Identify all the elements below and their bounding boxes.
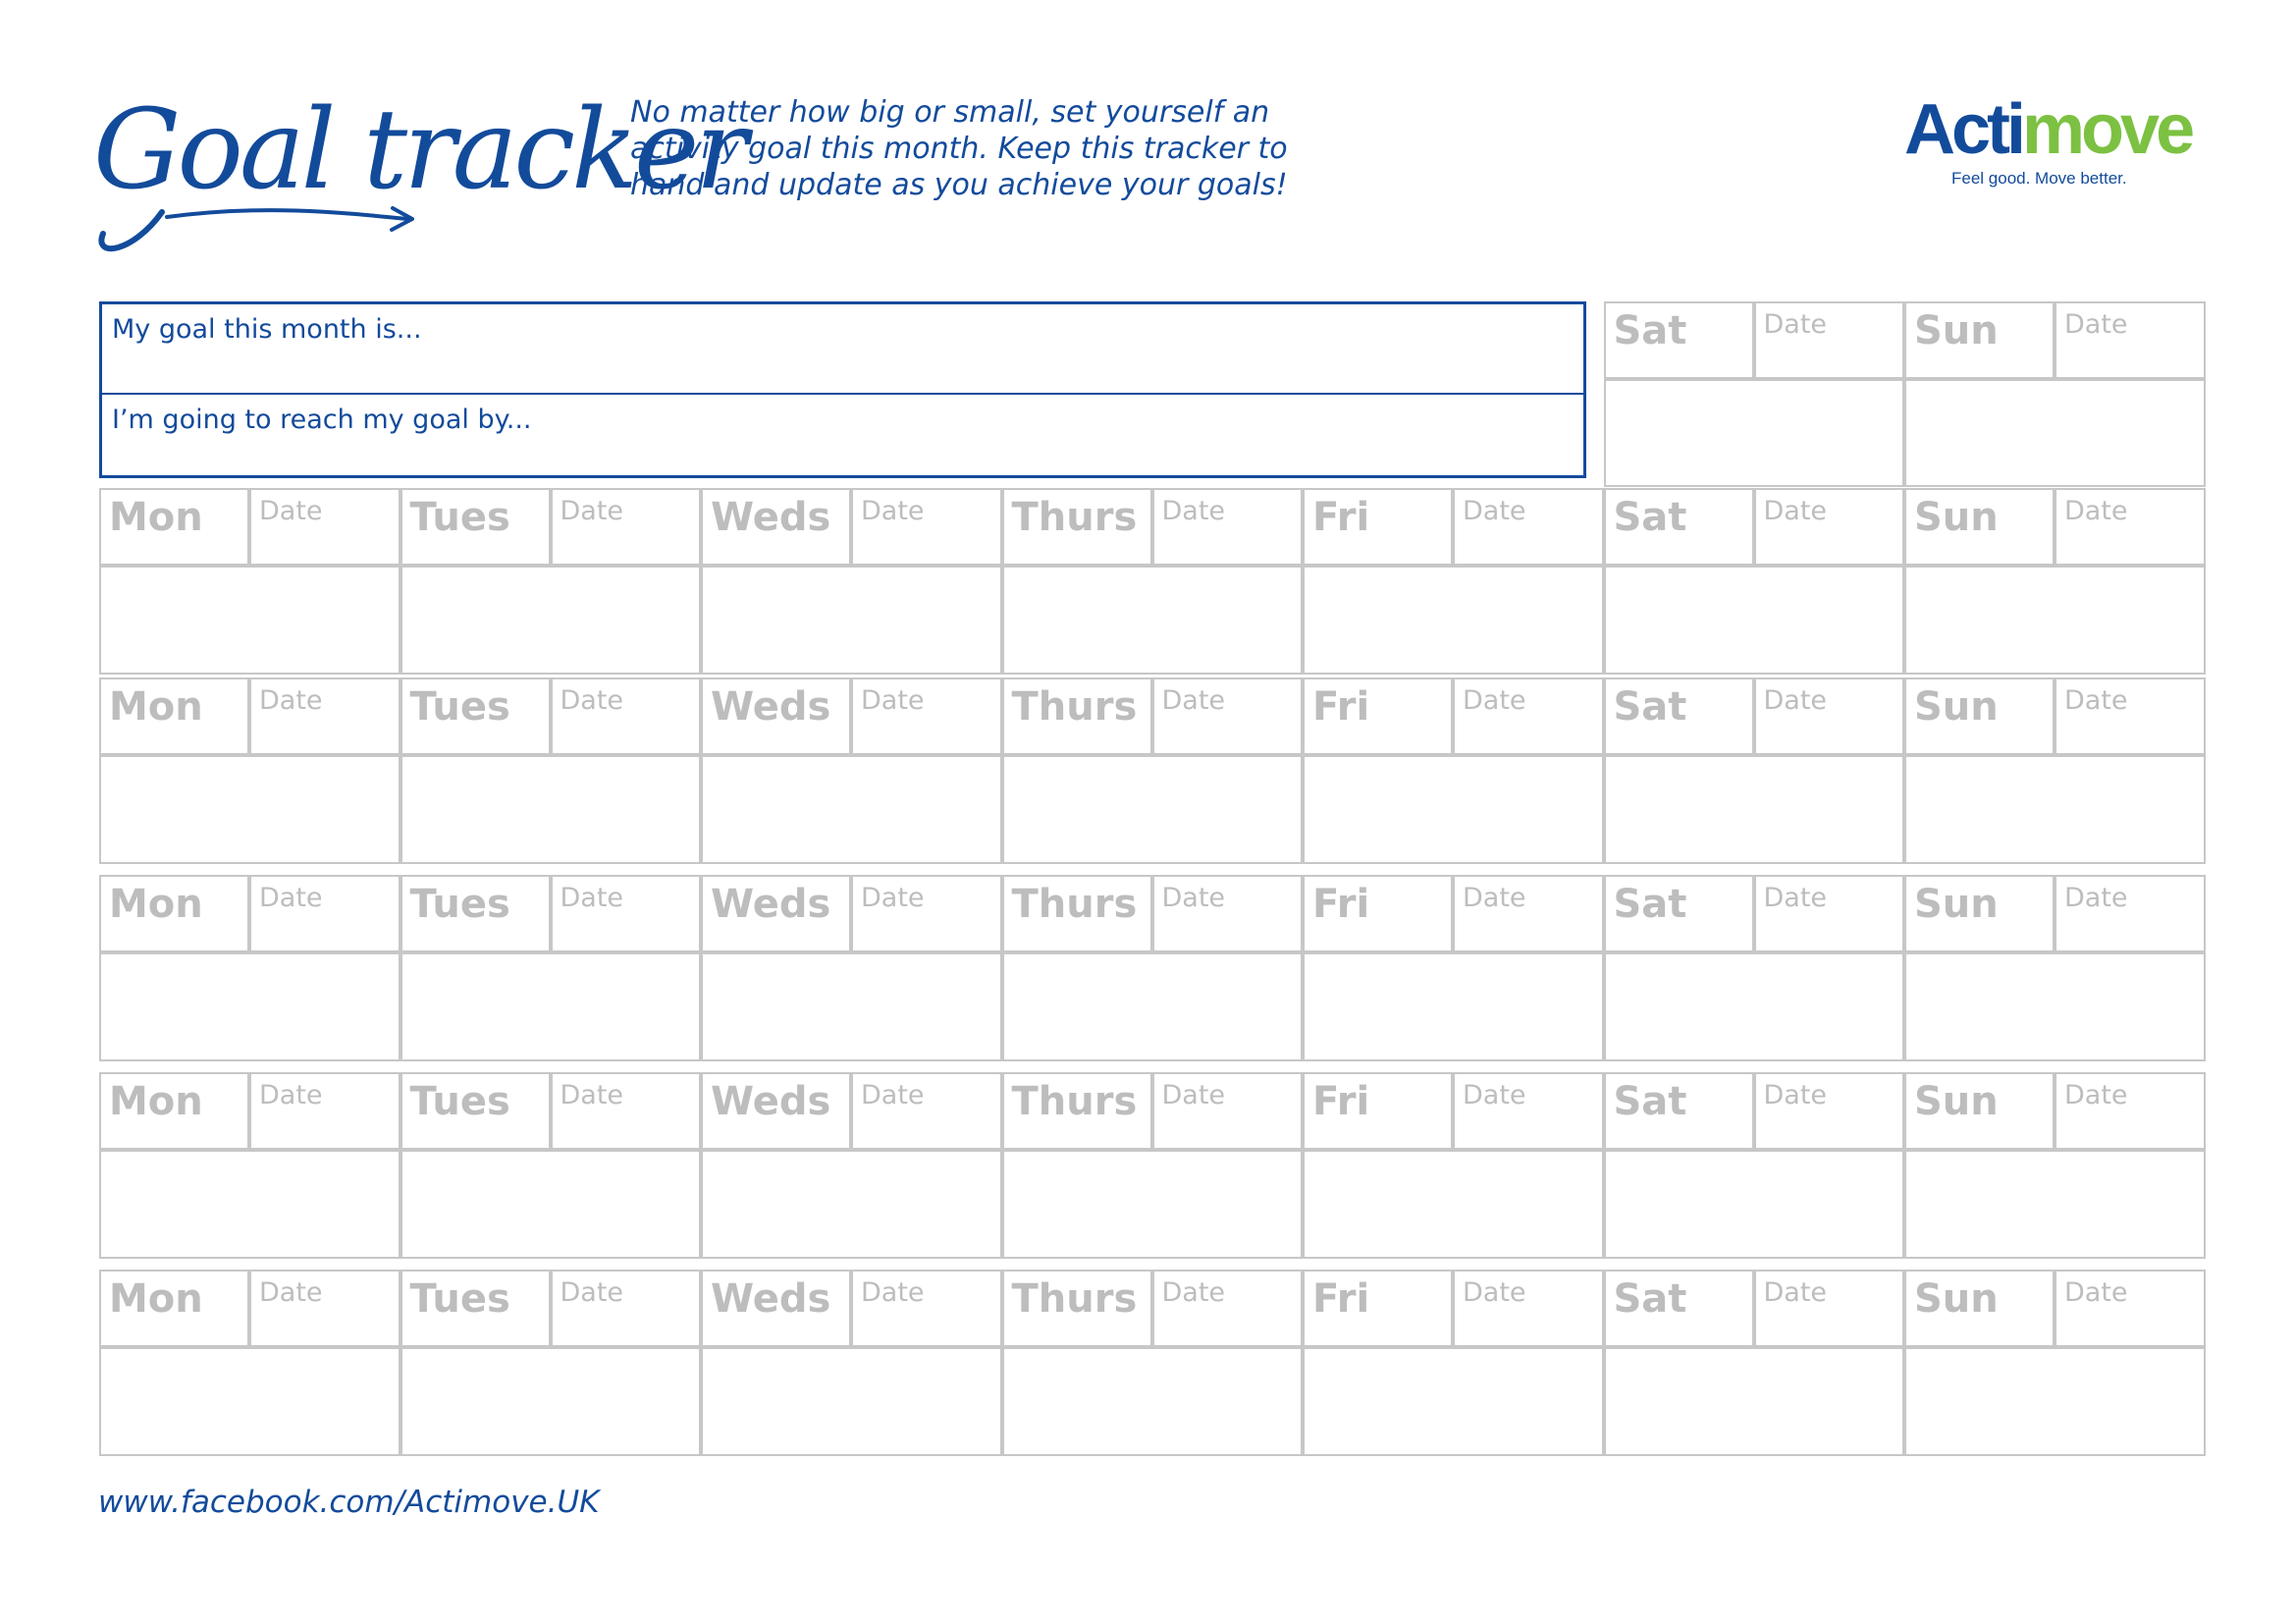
day-label: Sun [1914, 495, 1999, 540]
date-label: Date [1763, 1277, 1828, 1308]
date-label: Date [2064, 1080, 2128, 1110]
date-label: Date [560, 685, 624, 716]
week3-mon-day-cell[interactable] [99, 875, 249, 952]
week4-mon-entry-cell[interactable] [99, 1150, 400, 1259]
day-label: Sat [1613, 882, 1687, 927]
date-label: Date [560, 1080, 624, 1110]
week2-sat-date-cell[interactable] [1754, 677, 1905, 755]
week4-mon-day-cell[interactable] [99, 1072, 249, 1150]
week2-fri-day-cell[interactable] [1303, 677, 1453, 755]
week4-fri-day-cell[interactable] [1303, 1072, 1453, 1150]
reach-goal-by-label: I’m going to reach my goal by... [112, 405, 532, 435]
week5-sun-date-cell[interactable] [2055, 1270, 2206, 1347]
date-label: Date [1161, 685, 1226, 716]
week1-fri-date-cell[interactable] [1453, 488, 1604, 566]
date-label: Date [1161, 1080, 1226, 1110]
day-label: Fri [1312, 684, 1370, 730]
day-label: Weds [711, 1276, 831, 1322]
week4-sun-day-cell[interactable] [1904, 1072, 2055, 1150]
week1-tues-date-cell[interactable] [551, 488, 702, 566]
week3-weds-entry-cell[interactable] [701, 952, 1002, 1061]
week2-sun-entry-cell[interactable] [1904, 755, 2206, 864]
week1-mon-entry-cell[interactable] [99, 566, 400, 675]
top-sun-entry-cell[interactable] [1904, 379, 2206, 487]
date-label: Date [259, 1277, 323, 1308]
week1-tues-entry-cell[interactable] [400, 566, 702, 675]
week5-mon-date-cell[interactable] [249, 1270, 400, 1347]
date-label: Date [2064, 496, 2128, 526]
week1-weds-entry-cell[interactable] [701, 566, 1002, 675]
day-label: Fri [1312, 1276, 1370, 1322]
week2-tues-entry-cell[interactable] [400, 755, 702, 864]
week1-mon-date-cell[interactable] [249, 488, 400, 566]
day-label: Tues [409, 684, 510, 730]
week2-fri-date-cell[interactable] [1453, 677, 1604, 755]
week4-sat-entry-cell[interactable] [1604, 1150, 1905, 1259]
week5-thurs-day-cell[interactable] [1002, 1270, 1152, 1347]
week3-weds-date-cell[interactable] [851, 875, 1002, 952]
week2-weds-entry-cell[interactable] [701, 755, 1002, 864]
day-label: Mon [109, 1079, 203, 1124]
week5-weds-entry-cell[interactable] [701, 1347, 1002, 1456]
week3-mon-entry-cell[interactable] [99, 952, 400, 1061]
day-label: Weds [711, 495, 831, 540]
week3-sun-date-cell[interactable] [2055, 875, 2206, 952]
week3-thurs-entry-cell[interactable] [1002, 952, 1304, 1061]
date-label: Date [1161, 883, 1226, 913]
week3-sun-day-cell[interactable] [1904, 875, 2055, 952]
week5-tues-date-cell[interactable] [551, 1270, 702, 1347]
day-label: Tues [409, 1276, 510, 1322]
date-label: Date [259, 685, 323, 716]
week4-fri-date-cell[interactable] [1453, 1072, 1604, 1150]
week4-thurs-entry-cell[interactable] [1002, 1150, 1304, 1259]
day-label: Thurs [1011, 1079, 1138, 1124]
week4-sat-day-cell[interactable] [1604, 1072, 1754, 1150]
date-label: Date [861, 1080, 925, 1110]
day-label: Sun [1914, 1276, 1999, 1322]
date-label: Date [1161, 496, 1226, 526]
week3-sat-date-cell[interactable] [1754, 875, 1905, 952]
week3-tues-day-cell[interactable] [400, 875, 551, 952]
date-label: Date [2064, 685, 2128, 716]
date-label: Date [259, 1080, 323, 1110]
week1-tues-day-cell[interactable] [400, 488, 551, 566]
day-label: Fri [1312, 495, 1370, 540]
week5-sat-date-cell[interactable] [1754, 1270, 1905, 1347]
day-label: Tues [409, 882, 510, 927]
date-label: Date [1763, 496, 1828, 526]
week5-weds-day-cell[interactable] [701, 1270, 851, 1347]
week1-fri-day-cell[interactable] [1303, 488, 1453, 566]
date-label: Date [861, 685, 925, 716]
week2-sat-entry-cell[interactable] [1604, 755, 1905, 864]
top-sun-day-cell[interactable] [1904, 301, 2055, 379]
week5-fri-entry-cell[interactable] [1303, 1347, 1604, 1456]
top-sat-entry-cell[interactable] [1604, 379, 1905, 487]
day-label: Sun [1914, 1079, 1999, 1124]
date-label: Date [1463, 685, 1526, 716]
week4-tues-date-cell[interactable] [551, 1072, 702, 1150]
top-sun-date-cell[interactable] [2055, 301, 2206, 379]
week2-thurs-entry-cell[interactable] [1002, 755, 1304, 864]
day-label: Fri [1312, 882, 1370, 927]
week2-tues-day-cell[interactable] [400, 677, 551, 755]
date-label: Date [1763, 309, 1828, 340]
top-sat-date-cell[interactable] [1754, 301, 1905, 379]
week5-sat-entry-cell[interactable] [1604, 1347, 1905, 1456]
week4-mon-date-cell[interactable] [249, 1072, 400, 1150]
week1-sat-date-cell[interactable] [1754, 488, 1905, 566]
week2-weds-day-cell[interactable] [701, 677, 851, 755]
day-label: Sat [1613, 1276, 1687, 1322]
day-label: Weds [711, 882, 831, 927]
week1-thurs-day-cell[interactable] [1002, 488, 1152, 566]
week2-mon-date-cell[interactable] [249, 677, 400, 755]
week1-fri-entry-cell[interactable] [1303, 566, 1604, 675]
day-label: Weds [711, 684, 831, 730]
week1-mon-day-cell[interactable] [99, 488, 249, 566]
week2-fri-entry-cell[interactable] [1303, 755, 1604, 864]
week4-fri-entry-cell[interactable] [1303, 1150, 1604, 1259]
week1-sun-date-cell[interactable] [2055, 488, 2206, 566]
date-label: Date [259, 496, 323, 526]
week3-weds-day-cell[interactable] [701, 875, 851, 952]
week2-weds-date-cell[interactable] [851, 677, 1002, 755]
week3-mon-date-cell[interactable] [249, 875, 400, 952]
date-label: Date [560, 883, 624, 913]
intro-line: hand and update as you achieve your goals! [630, 168, 1288, 202]
week1-thurs-entry-cell[interactable] [1002, 566, 1304, 675]
week4-tues-entry-cell[interactable] [400, 1150, 702, 1259]
week2-thurs-day-cell[interactable] [1002, 677, 1152, 755]
week5-sun-entry-cell[interactable] [1904, 1347, 2206, 1456]
footer-url: www.facebook.com/Actimove.UK [98, 1485, 600, 1520]
week1-sat-day-cell[interactable] [1604, 488, 1754, 566]
week1-sun-day-cell[interactable] [1904, 488, 2055, 566]
week3-thurs-day-cell[interactable] [1002, 875, 1152, 952]
week5-fri-day-cell[interactable] [1303, 1270, 1453, 1347]
day-label: Tues [409, 1079, 510, 1124]
week2-sun-date-cell[interactable] [2055, 677, 2206, 755]
week3-fri-date-cell[interactable] [1453, 875, 1604, 952]
week4-weds-day-cell[interactable] [701, 1072, 851, 1150]
week5-tues-entry-cell[interactable] [400, 1347, 702, 1456]
week5-tues-day-cell[interactable] [400, 1270, 551, 1347]
intro-line: activity goal this month. Keep this tracker to [630, 132, 1288, 166]
day-label: Weds [711, 1079, 831, 1124]
week3-sun-entry-cell[interactable] [1904, 952, 2206, 1061]
date-label: Date [1463, 496, 1526, 526]
day-label: Sun [1914, 882, 1999, 927]
week2-sun-day-cell[interactable] [1904, 677, 2055, 755]
week5-sat-day-cell[interactable] [1604, 1270, 1754, 1347]
week4-thurs-date-cell[interactable] [1152, 1072, 1304, 1150]
day-label: Thurs [1011, 882, 1138, 927]
date-label: Date [1463, 883, 1526, 913]
week4-weds-entry-cell[interactable] [701, 1150, 1002, 1259]
date-label: Date [1161, 1277, 1226, 1308]
date-label: Date [560, 1277, 624, 1308]
week1-thurs-date-cell[interactable] [1152, 488, 1304, 566]
week4-sun-date-cell[interactable] [2055, 1072, 2206, 1150]
week3-tues-date-cell[interactable] [551, 875, 702, 952]
page-title: Goal tracker [93, 86, 744, 214]
logo-tagline: Feel good. Move better. [1951, 169, 2127, 188]
week3-fri-day-cell[interactable] [1303, 875, 1453, 952]
day-label: Sat [1613, 684, 1687, 730]
week5-thurs-entry-cell[interactable] [1002, 1347, 1304, 1456]
day-label: Thurs [1011, 684, 1138, 730]
week4-sat-date-cell[interactable] [1754, 1072, 1905, 1150]
date-label: Date [861, 496, 925, 526]
day-label: Mon [109, 495, 203, 540]
week1-sun-entry-cell[interactable] [1904, 566, 2206, 675]
week5-fri-date-cell[interactable] [1453, 1270, 1604, 1347]
date-label: Date [560, 496, 624, 526]
date-label: Date [861, 883, 925, 913]
week4-weds-date-cell[interactable] [851, 1072, 1002, 1150]
goal-this-month-label: My goal this month is... [112, 314, 422, 345]
day-label: Sat [1613, 495, 1687, 540]
day-label: Thurs [1011, 1276, 1138, 1322]
top-sat-day-cell[interactable] [1604, 301, 1754, 379]
date-label: Date [1463, 1080, 1526, 1110]
week4-thurs-day-cell[interactable] [1002, 1072, 1152, 1150]
date-label: Date [2064, 1277, 2128, 1308]
day-label: Mon [109, 684, 203, 730]
week2-thurs-date-cell[interactable] [1152, 677, 1304, 755]
date-label: Date [1463, 1277, 1526, 1308]
date-label: Date [1763, 1080, 1828, 1110]
day-label: Sun [1914, 684, 1999, 730]
week3-fri-entry-cell[interactable] [1303, 952, 1604, 1061]
week2-mon-day-cell[interactable] [99, 677, 249, 755]
day-label: Sat [1613, 308, 1687, 353]
week2-mon-entry-cell[interactable] [99, 755, 400, 864]
week5-sun-day-cell[interactable] [1904, 1270, 2055, 1347]
week5-mon-day-cell[interactable] [99, 1270, 249, 1347]
day-label: Sat [1613, 1079, 1687, 1124]
week5-weds-date-cell[interactable] [851, 1270, 1002, 1347]
date-label: Date [1763, 685, 1828, 716]
week3-sat-entry-cell[interactable] [1604, 952, 1905, 1061]
date-label: Date [259, 883, 323, 913]
week3-thurs-date-cell[interactable] [1152, 875, 1304, 952]
day-label: Tues [409, 495, 510, 540]
week4-tues-day-cell[interactable] [400, 1072, 551, 1150]
week1-weds-day-cell[interactable] [701, 488, 851, 566]
date-label: Date [861, 1277, 925, 1308]
day-label: Mon [109, 1276, 203, 1322]
day-label: Sun [1914, 308, 1999, 353]
date-label: Date [2064, 883, 2128, 913]
logo-word-move: move [2022, 90, 2192, 169]
week3-tues-entry-cell[interactable] [400, 952, 702, 1061]
week5-thurs-date-cell[interactable] [1152, 1270, 1304, 1347]
day-label: Thurs [1011, 495, 1138, 540]
week1-sat-entry-cell[interactable] [1604, 566, 1905, 675]
week1-weds-date-cell[interactable] [851, 488, 1002, 566]
week4-sun-entry-cell[interactable] [1904, 1150, 2206, 1259]
week2-sat-day-cell[interactable] [1604, 677, 1754, 755]
week2-tues-date-cell[interactable] [551, 677, 702, 755]
date-label: Date [1763, 883, 1828, 913]
day-label: Fri [1312, 1079, 1370, 1124]
date-label: Date [2064, 309, 2128, 340]
day-label: Mon [109, 882, 203, 927]
week3-sat-day-cell[interactable] [1604, 875, 1754, 952]
week5-mon-entry-cell[interactable] [99, 1347, 400, 1456]
intro-line: No matter how big or small, set yourself an [630, 95, 1270, 130]
logo-word-acti: Acti [1904, 90, 2023, 169]
